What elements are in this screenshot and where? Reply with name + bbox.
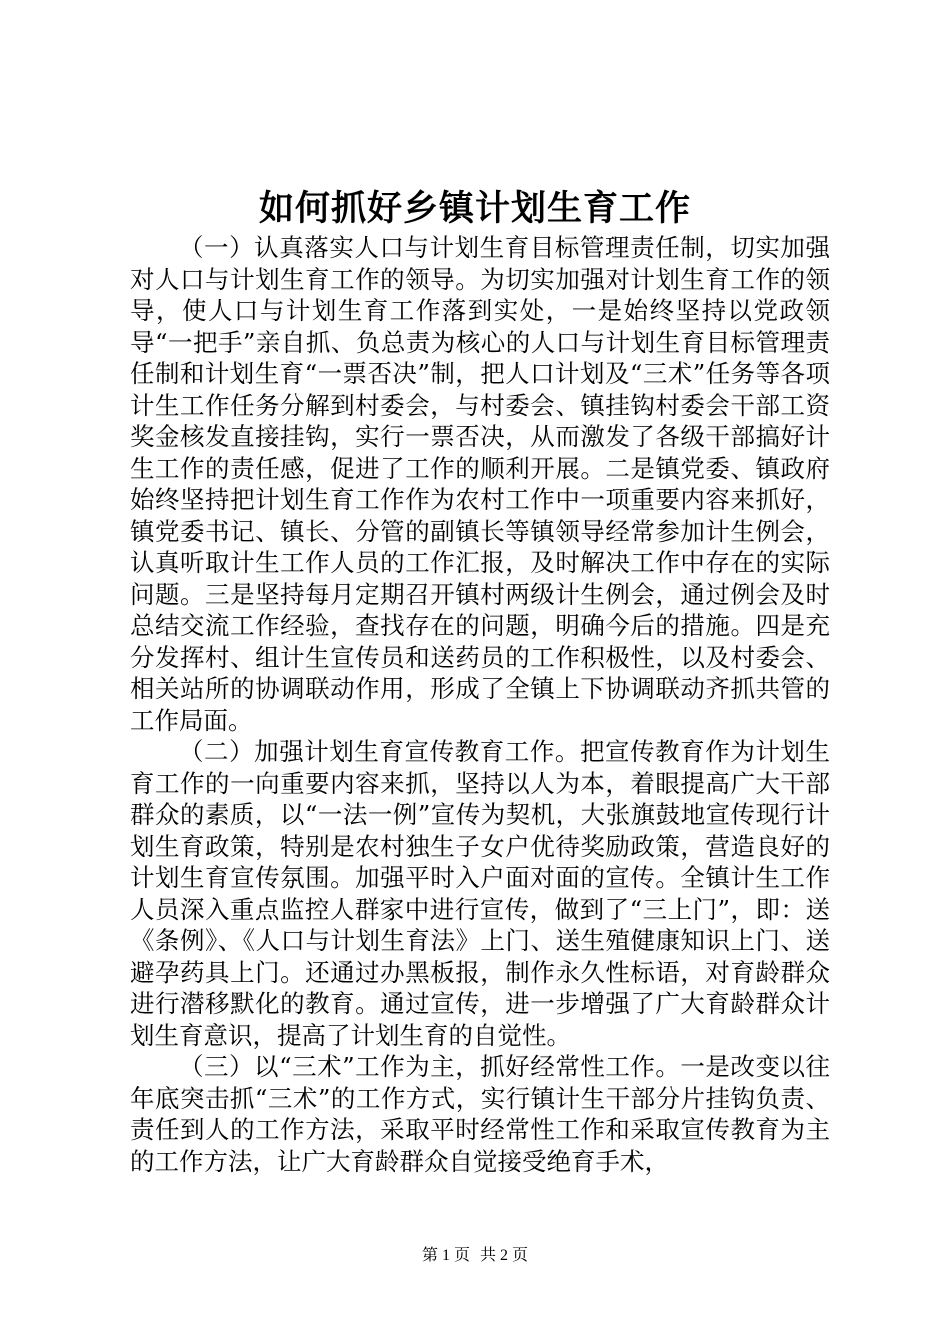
page-number: 第 1 页 xyxy=(421,1247,470,1264)
page-total: 共 2 页 xyxy=(480,1247,529,1264)
paragraph-2: （二）加强计划生育宣传教育工作。把宣传教育作为计划生育工作的一向重要内容来抓，坚持以人为本，着眼提高广大干部群众的素质，以“一法一例”宣传为契机，大张旗鼓地宣传现行计划生育政策，特别是农村独生子女户优待奖励政策，营造良好的计划生育宣传氛围。加强平时入户面对面的宣传。全镇计生工作人员深入重点监控人群家中进行宣传，做到了“三上门”，即：送《条例》、《人口与计划生育法》上门、送生殖健康知识上门、送避孕药具上门。还通过办黑板报，制作永久性标语，对育龄群众进行潜移默化的教育。通过宣传，进一步增强了广大育龄群众计划生育意识，提高了计划生育的自觉性。 xyxy=(130,737,830,1050)
page-footer xyxy=(0,1246,950,1266)
document-title: 如何抓好乡镇计划生育工作 xyxy=(258,188,691,229)
paragraph-1: （一）认真落实人口与计划生育目标管理责任制，切实加强对人口与计划生育工作的领导。为切实加强对计划生育工作的领导，使人口与计划生育工作落到实处，一是始终坚持以党政领导“一把手”亲自抓、负总责为核心的人口与计划生育目标管理责任制和计划生育“一票否决”制，把人口计划及“三术”任务等各项计生工作任务分解到村委会，与村委会、镇挂钩村委会干部工资奖金核发直接挂钩，实行一票否决，从而激发了各级干部搞好计生工作的责任感，促进了工作的顺利开展。二是镇党委、镇政府始终坚持把计划生育工作作为农村工作中一项重要内容来抓好，镇党委书记、镇长、分管的副镇长等镇领导经常参加计生例会，认真听取计生工作人员的工作汇报，及时解决工作中存在的实际问题。三是坚持每月定期召开镇村两级计生例会，通过例会及时总结交流工作经验，查找存在的问题，明确今后的措施。四是充分发挥村、组计生宣传员和送药员的工作积极性，以及村委会、相关站所的协调联动作用，形成了全镇上下协调联动齐抓共管的工作局面。 xyxy=(130,233,830,735)
document-body xyxy=(130,232,830,1177)
paragraph-3: （三）以“三术”工作为主，抓好经常性工作。一是改变以往年底突击抓“三术”的工作方式，实行镇计生干部分片挂钩负责、责任到人的工作方法，采取平时经常性工作和采取宣传教育为主的工作方法，让广大育龄群众自觉接受绝育手术， xyxy=(130,1052,830,1176)
